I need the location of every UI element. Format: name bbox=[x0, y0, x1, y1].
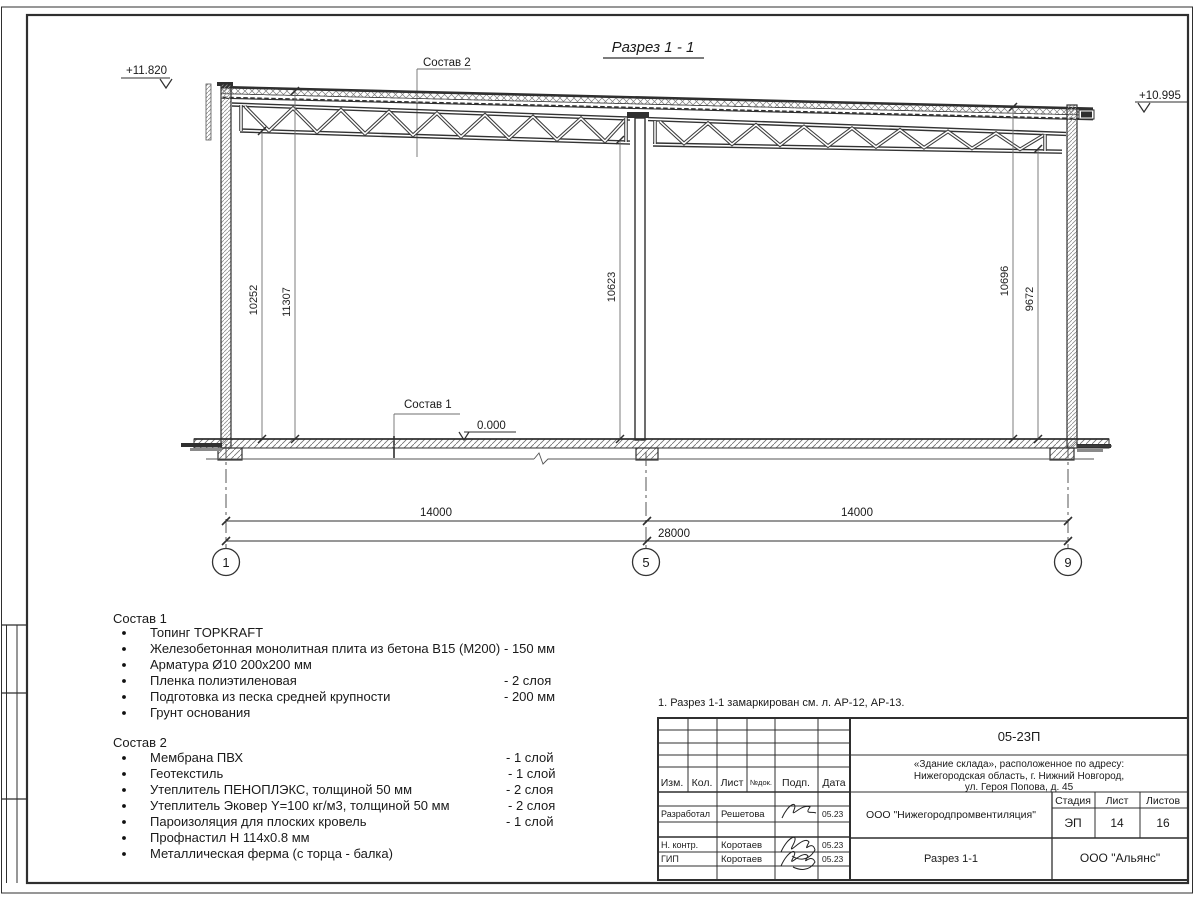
list-item: Утеплитель ПЕНОПЛЭКС, толщиной 50 мм bbox=[150, 782, 413, 797]
tb-col-list: Лист bbox=[720, 777, 744, 789]
wall-right bbox=[1067, 105, 1077, 448]
elevation-mark-right bbox=[1135, 90, 1187, 112]
view-title bbox=[603, 39, 704, 58]
leader-sostav2 bbox=[417, 57, 471, 157]
wall-left bbox=[206, 84, 231, 448]
column-middle bbox=[627, 112, 649, 440]
tb-sheets-value: 16 bbox=[1156, 816, 1170, 830]
bottom-dimensions bbox=[222, 517, 1072, 545]
dim-span-right: 14000 bbox=[841, 507, 873, 519]
list-item-value: - 150 мм bbox=[504, 641, 556, 656]
tb-sheet-label: Лист bbox=[1105, 795, 1129, 807]
tb-company: ООО "Нижегородпромвентиляция" bbox=[866, 809, 1036, 821]
leader-sostav1 bbox=[394, 399, 460, 458]
sostav2-list bbox=[113, 735, 556, 861]
tb-r3-role: ГИП bbox=[661, 854, 679, 864]
list-item: Геотекстиль bbox=[150, 766, 224, 781]
sostav2-title: Состав 2 bbox=[113, 735, 167, 750]
truss-left bbox=[232, 103, 630, 144]
tb-sheet-value: 14 bbox=[1110, 816, 1124, 830]
elev-right-value: +10.995 bbox=[1139, 90, 1181, 102]
list-item: Профнастил Н 114х0.8 мм bbox=[150, 830, 310, 845]
tb-object-line1: «Здание склада», расположенное по адресу: bbox=[913, 759, 1125, 770]
tb-object-line2: Нижегородская область, г. Нижний Новгород, bbox=[913, 771, 1125, 782]
truss-right bbox=[648, 118, 1066, 154]
dim-10252: 10252 bbox=[248, 284, 260, 316]
list-item: Пароизоляция для плоских кровель bbox=[150, 814, 367, 829]
list-item: Мембрана ПВХ bbox=[150, 750, 244, 765]
tb-stage-value: ЭП bbox=[1064, 816, 1082, 830]
list-item-value: - 1 слой bbox=[506, 750, 554, 765]
dim-11307: 11307 bbox=[281, 287, 293, 317]
dim-10623: 10623 bbox=[606, 271, 618, 303]
elev-left-value: +11.820 bbox=[126, 65, 168, 77]
tb-r2-name: Коротаев bbox=[721, 840, 763, 851]
list-item-value: - 2 слоя bbox=[508, 798, 556, 813]
elevation-mark-zero bbox=[459, 420, 516, 440]
tb-r3-name: Коротаев bbox=[721, 854, 763, 865]
left-margin-stamp bbox=[2, 625, 28, 883]
list-item: Арматура Ø10 200х200 мм bbox=[150, 657, 312, 672]
list-item: Подготовка из песка средней крупности bbox=[150, 689, 391, 704]
grid-bubbles bbox=[213, 549, 1082, 576]
tb-sheets-label: Листов bbox=[1145, 795, 1181, 807]
list-item-value: - 1 слой bbox=[508, 766, 556, 781]
list-item: Железобетонная монолитная плита из бетона В15 (М200) bbox=[150, 641, 501, 656]
axis-9: 9 bbox=[1064, 555, 1072, 570]
foundation-middle bbox=[636, 448, 658, 460]
list-item: Пленка полиэтиленовая bbox=[150, 673, 297, 688]
list-item-value: - 2 слоя bbox=[506, 782, 554, 797]
axis-5: 5 bbox=[642, 555, 650, 570]
sheet-note: 1. Разрез 1-1 замаркирован см. л. АР-12, АР-13. bbox=[658, 697, 905, 709]
dim-total: 28000 bbox=[658, 528, 690, 540]
tb-col-kol: Кол. bbox=[691, 777, 713, 789]
leader-sostav2-label: Состав 2 bbox=[423, 57, 471, 69]
dim-10696: 10696 bbox=[999, 265, 1011, 297]
tb-object-line3: ул. Героя Попова, д. 45 bbox=[964, 782, 1074, 793]
tb-r2-role: Н. контр. bbox=[661, 840, 699, 850]
tb-r3-date: 05.23 bbox=[822, 854, 844, 864]
title-block-text bbox=[661, 729, 1181, 865]
list-item: Металлическая ферма (с торца - балка) bbox=[150, 846, 393, 861]
sostav1-list bbox=[113, 611, 555, 720]
tb-col-podp: Подп. bbox=[782, 777, 810, 789]
vertical-dimensions bbox=[258, 87, 1042, 443]
tb-r1-date: 05.23 bbox=[822, 809, 844, 819]
signature-r2 bbox=[781, 837, 815, 859]
tb-stage-label: Стадия bbox=[1055, 795, 1091, 807]
list-item: Грунт основания bbox=[150, 705, 251, 720]
roof-assembly bbox=[217, 82, 1094, 120]
tb-col-data: Дата bbox=[822, 777, 846, 789]
foundation-right bbox=[1050, 448, 1074, 460]
tb-col-ndok: №док. bbox=[750, 778, 772, 787]
elev-zero-value: 0.000 bbox=[477, 420, 506, 432]
list-item: Топинг TOPKRAFT bbox=[150, 625, 264, 640]
tb-firm: ООО "Альянс" bbox=[1079, 851, 1161, 865]
list-item-value: - 1 слой bbox=[506, 814, 554, 829]
tb-doc-number: 05-23П bbox=[997, 729, 1041, 744]
signature-r3 bbox=[781, 851, 815, 869]
corner-flashing-left bbox=[206, 84, 211, 140]
sostav1-title: Состав 1 bbox=[113, 611, 167, 626]
view-title-text: Разрез 1 - 1 bbox=[611, 39, 695, 56]
dock-bar-left bbox=[181, 443, 222, 447]
list-item-value: - 2 слоя bbox=[504, 673, 552, 688]
tb-sheet-title: Разрез 1-1 bbox=[923, 853, 979, 865]
tb-col-izm: Изм. bbox=[660, 777, 684, 789]
list-item-value: - 200 мм bbox=[504, 689, 556, 704]
tb-r1-name: Решетова bbox=[721, 809, 765, 820]
axis-1: 1 bbox=[222, 555, 230, 570]
list-item: Утеплитель Эковер Y=100 кг/м3, толщиной 50 мм bbox=[150, 798, 450, 813]
leader-sostav1-label: Состав 1 bbox=[404, 399, 452, 411]
tb-r1-role: Разработал bbox=[661, 809, 710, 819]
column-cap bbox=[627, 112, 649, 118]
dim-span-left: 14000 bbox=[420, 507, 452, 519]
tb-r2-date: 05.23 bbox=[822, 840, 844, 850]
elevation-mark-left bbox=[121, 65, 172, 88]
dim-9672: 9672 bbox=[1024, 286, 1036, 312]
